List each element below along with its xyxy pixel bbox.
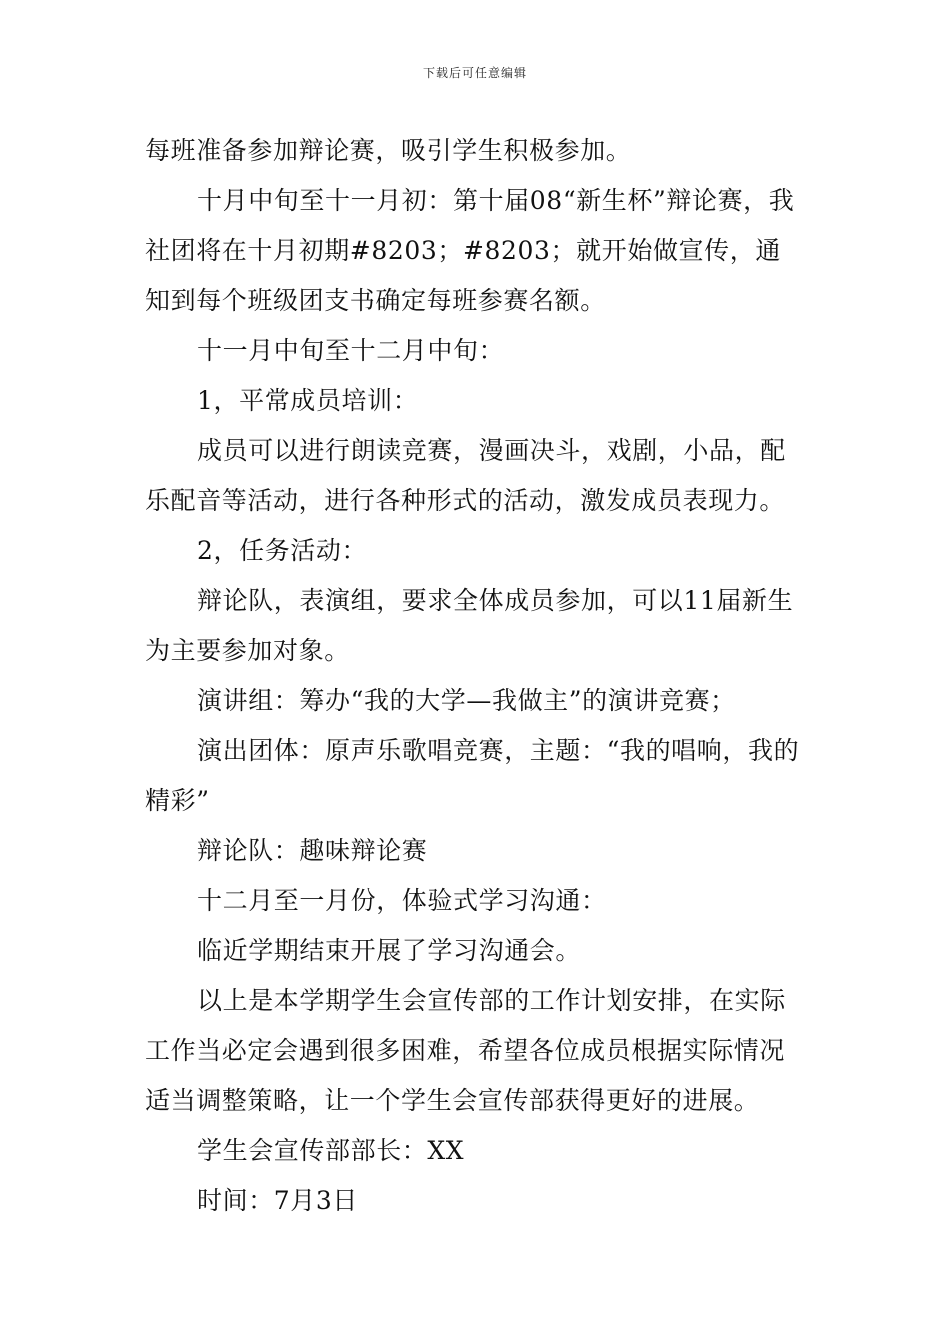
paragraph-9: 演出团体：原声乐歌唱竞赛，主题：“我的唱响，我的精彩” xyxy=(145,736,800,815)
paragraph-13: 以上是本学期学生会宣传部的工作计划安排，在实际工作当必定会遇到很多困难，希望各位成员根据实际情况适当调整策略，让一个学生会宣传部获得更好的进展。 xyxy=(145,986,786,1115)
paragraph-10: 辩论队：趣味辩论赛 xyxy=(197,836,428,865)
paragraph-3: 十一月中旬至十二月中旬： xyxy=(197,336,505,365)
paragraph-1: 每班准备参加辩论赛，吸引学生积极参加。 xyxy=(145,136,632,165)
document-body xyxy=(145,126,805,1226)
paragraph-5: 成员可以进行朗读竞赛，漫画决斗，戏剧，小品，配乐配音等活动，进行各种形式的活动，激发成员表现力。 xyxy=(145,436,786,515)
signature-line: 学生会宣传部部长：XX xyxy=(197,1136,465,1165)
date-line: 时间：7月3日 xyxy=(197,1186,359,1215)
paragraph-6: 2，任务活动： xyxy=(197,536,368,565)
paragraph-2: 十月中旬至十一月初：第十届08“新生杯”辩论赛，我社团将在十月初期#8203；#8203；就开始做宣传，通知到每个班级团支书确定每班参赛名额。 xyxy=(145,186,795,315)
page-header-note: 下载后可任意编辑 xyxy=(422,66,527,80)
paragraph-4: 1，平常成员培训： xyxy=(197,386,419,415)
paragraph-11: 十二月至一月份，体验式学习沟通： xyxy=(197,886,607,915)
paragraph-12: 临近学期结束开展了学习沟通会。 xyxy=(197,936,582,965)
paragraph-7: 辩论队，表演组，要求全体成员参加，可以11届新生为主要参加对象。 xyxy=(145,586,794,665)
paragraph-8: 演讲组：筹办“我的大学—我做主”的演讲竞赛； xyxy=(197,686,736,715)
